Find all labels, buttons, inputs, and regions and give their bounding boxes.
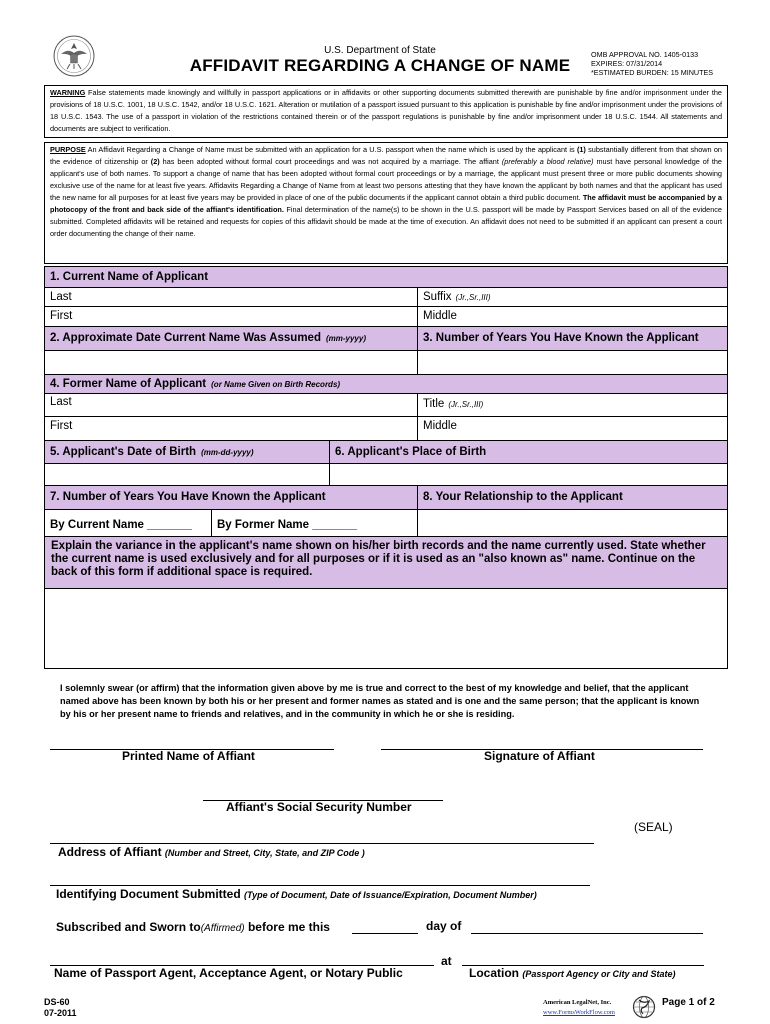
location-label-text: Location xyxy=(469,966,519,980)
form-number-text: DS-60 xyxy=(44,997,70,1007)
legalnet-globe-icon xyxy=(632,995,656,1019)
current-middle-name-field[interactable] xyxy=(417,306,727,326)
sworn-day-line[interactable] xyxy=(352,933,418,934)
purpose-text-e: Final determination of the name(s) to be shown in the U.S. passport will be made by Passport Services based on all of the evidence submitted. Completed affidavits will be retained and requests for copies of this affidavit should be made at the time of execution. An affidavit does not need to be submitted if an applicant can present a court order documenting the change of their name. xyxy=(50,205,722,238)
years-by-former-label: By Former Name _______ xyxy=(217,519,357,531)
sworn-month-year-line[interactable] xyxy=(471,933,703,934)
current-suffix-label: Suffix xyxy=(423,291,452,303)
explain-text: Explain the variance in the applicant's name shown on his/her birth records and the name currently used. State whether the current name is used exclusively and for all purposes or if it is used as an "also known as" name. Continue on the back of this form if additional space is required. xyxy=(51,540,706,578)
former-middle-label: Middle xyxy=(423,420,457,432)
page-number: Page 1 of 2 xyxy=(662,997,715,1008)
section-5-title: 5. Applicant's Date of Birth xyxy=(50,446,197,458)
omb-info xyxy=(591,50,713,77)
notary-seal-label: (SEAL) xyxy=(634,820,673,834)
section-8-header xyxy=(417,485,727,509)
purpose-n1: (1) xyxy=(576,145,586,154)
agent-name-label: Name of Passport Agent, Acceptance Agent, or Notary Public xyxy=(54,966,403,980)
purpose-box xyxy=(44,142,728,264)
department-name: U.S. Department of State xyxy=(324,45,436,56)
section-4-header xyxy=(45,374,727,393)
address-line[interactable] xyxy=(50,843,594,844)
former-title-hint: (Jr.,Sr.,III) xyxy=(448,400,484,409)
location-hint: (Passport Agency or City and State) xyxy=(522,969,676,979)
purpose-text-b: substantially different from that shown on the evidence of citizenship or xyxy=(50,145,722,166)
section-7-header xyxy=(45,485,417,509)
section-1-title: 1. Current Name of Applicant xyxy=(50,271,209,283)
purpose-bold: The affidavit must be accompanied by a photocopy of the front and back side of the affiant's identification. xyxy=(50,193,722,214)
former-first-label: First xyxy=(50,420,73,432)
id-document-hint: (Type of Document, Date of Issuance/Expiration, Document Number) xyxy=(244,890,537,900)
purpose-italic: (preferably a blood relative) xyxy=(501,157,594,166)
section-3-header xyxy=(417,326,727,350)
section-8-title: 8. Your Relationship to the Applicant xyxy=(423,491,623,503)
current-middle-label: Middle xyxy=(423,310,457,322)
current-suffix-field[interactable] xyxy=(417,287,727,306)
warning-text: False statements made knowingly and willfully in passport applications or in affidavits or other supporting documents submitted therewith are punishable by fine and/or imprisonment under the provisions of 18 U.S.C. 1001, 18 U.S.C. 1542, and/or 18 U.S.C. 1621. Alteration or mutilation of a passport issued pursuant to this application is punishable by fine and/or imprisonment under the provisions of 18 U.S.C. 1543. The use of a passport in violation of the restrictions contained therein or of the passport regulations is punishable by fine and/or imprisonment under 18 U.S.C. 1544. All statements and documents are subject to verification. xyxy=(50,88,722,133)
purpose-text-a: An Affidavit Regarding a Change of Name must be submitted with an application for a U.S. passport when the name which is used by the applicant is xyxy=(85,145,577,154)
section-6-title: 6. Applicant's Place of Birth xyxy=(335,446,487,458)
form-title: AFFIDAVIT REGARDING A CHANGE OF NAME xyxy=(189,56,571,75)
former-title-field[interactable] xyxy=(417,393,727,416)
current-first-name-field[interactable] xyxy=(45,306,417,326)
warning-lead: WARNING xyxy=(50,88,86,97)
years-by-current-name-field[interactable] xyxy=(45,509,211,536)
purpose-n2: (2) xyxy=(150,157,160,166)
omb-burden: *ESTIMATED BURDEN: 15 MINUTES xyxy=(591,68,714,77)
explain-variance-textarea[interactable] xyxy=(45,588,727,669)
date-of-birth-field[interactable] xyxy=(45,463,329,485)
us-great-seal-icon xyxy=(52,34,96,78)
former-middle-name-field[interactable] xyxy=(417,416,727,440)
publisher-link[interactable]: www.FormsWorkFlow.com xyxy=(543,1009,615,1016)
section-6-header xyxy=(329,440,727,463)
publisher-name: American LegalNet, Inc. xyxy=(543,999,612,1006)
section-5-hint: (mm-dd-yyyy) xyxy=(201,448,254,457)
section-2-hint: (mm-yyyy) xyxy=(325,334,366,343)
form-date-text: 07-2011 xyxy=(44,1008,77,1018)
section-5-header xyxy=(45,440,329,463)
years-by-former-name-field[interactable] xyxy=(211,509,417,536)
current-last-label: Last xyxy=(50,291,72,303)
address-label-text: Address of Affiant xyxy=(58,845,162,859)
form-header xyxy=(0,0,770,84)
id-document-line[interactable] xyxy=(50,885,590,886)
id-document-label-text: Identifying Document Submitted xyxy=(56,887,241,901)
address-label xyxy=(58,845,365,859)
signature-label: Signature of Affiant xyxy=(484,749,595,763)
current-last-name-field[interactable] xyxy=(45,287,417,306)
applicant-form xyxy=(44,266,728,669)
subscribed-text-b: before me this xyxy=(247,920,330,934)
section-3-title: 3. Number of Years You Have Known the Applicant xyxy=(423,332,699,344)
section-4-hint: (or Name Given on Birth Records) xyxy=(211,380,341,389)
printed-name-label: Printed Name of Affiant xyxy=(122,749,255,763)
omb-expires: EXPIRES: 07/31/2014 xyxy=(591,59,663,68)
form-number xyxy=(44,997,77,1019)
ssn-label: Affiant's Social Security Number xyxy=(226,800,412,814)
relationship-field[interactable] xyxy=(417,509,727,536)
place-of-birth-field[interactable] xyxy=(329,463,727,485)
date-name-assumed-field[interactable] xyxy=(45,350,417,374)
location-label xyxy=(469,966,676,980)
day-of-label: day of xyxy=(426,919,462,933)
explain-header xyxy=(45,536,727,588)
years-known-applicant-field[interactable] xyxy=(417,350,727,374)
former-last-name-field[interactable] xyxy=(45,393,417,416)
subscribed-affirmed: (Affirmed) xyxy=(200,923,245,934)
subscribed-text-a: Subscribed and Sworn to xyxy=(56,920,201,934)
former-first-name-field[interactable] xyxy=(45,416,417,440)
omb-approval: OMB APPROVAL NO. 1405-0133 xyxy=(591,50,699,59)
section-2-title: 2. Approximate Date Current Name Was Assumed xyxy=(50,332,321,344)
current-suffix-hint: (Jr.,Sr.,III) xyxy=(455,293,491,302)
publisher-brand xyxy=(543,998,615,1018)
section-7-title: 7. Number of Years You Have Known the Applicant xyxy=(50,491,326,503)
section-2-header xyxy=(45,326,417,350)
address-hint: (Number and Street, City, State, and ZIP Code ) xyxy=(164,848,365,858)
at-label: at xyxy=(441,954,452,968)
id-document-label xyxy=(56,887,537,901)
purpose-lead: PURPOSE xyxy=(50,145,86,154)
purpose-text-d: must have personal knowledge of the applicant's use of both names. To support a change of name that has been adopted without formal court proceedings or by a marriage, the applicant must present three or more public documents showing exclusive use of the name for at least five years. Affidavits Regarding a Change of Name from at least two persons attesting that they have known the applicant by both names and that the applicant has used the new name for all purposes for at least five years may be provided in place of one of the public documents if the applicant cannot obtain a third public document. xyxy=(50,157,722,202)
former-title-label: Title xyxy=(423,398,445,410)
section-4-title: 4. Former Name of Applicant xyxy=(50,378,207,390)
former-last-label: Last xyxy=(50,396,72,408)
oath-statement: I solemnly swear (or affirm) that the information given above by me is true and correct to the best of my knowledge and belief, that the applicant named above has been known by both his or her present and former names as stated and is one and the same person; that the applicant is known by his or her present name to friends and relatives, and in the community in which he or she is residing. xyxy=(60,683,700,719)
years-by-current-label: By Current Name _______ xyxy=(50,519,192,531)
section-1-header xyxy=(45,266,727,287)
current-first-label: First xyxy=(50,310,73,322)
subscribed-label xyxy=(56,920,330,934)
purpose-text-c: has been adopted without formal court proceedings and was not acquired by a marriage. The affiant xyxy=(159,157,502,166)
warning-box xyxy=(44,85,728,138)
